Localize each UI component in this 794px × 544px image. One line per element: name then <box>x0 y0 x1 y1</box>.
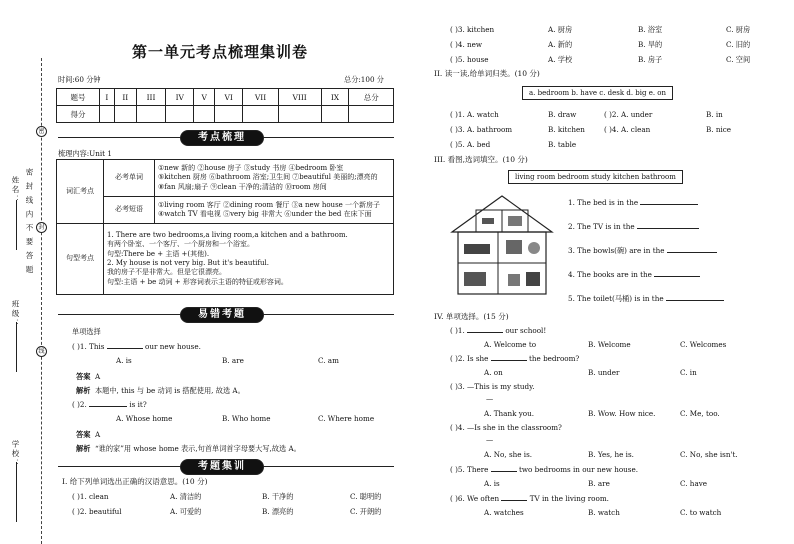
fill-text: 3. The bowls(碗) are in the <box>568 246 665 255</box>
mc-question: ( )3. —This is my study. <box>450 382 535 391</box>
class-field[interactable] <box>16 322 17 372</box>
option[interactable]: B. 干净的 <box>262 492 294 501</box>
answer-label: 答案 <box>76 430 91 439</box>
score-table-score-row <box>57 106 394 123</box>
table-cell: IX <box>321 89 349 106</box>
option: B. kitchen <box>548 125 585 134</box>
fill-text: 2. The TV is in the <box>568 222 635 231</box>
classify-item: ( )3. A. bathroom <box>450 125 513 134</box>
question-1 <box>72 343 201 350</box>
question-tail: the bedroom? <box>529 354 580 363</box>
explanation-label: 解析 <box>76 386 91 395</box>
word-bank: living room bedroom study kitchen bathroom <box>508 170 683 184</box>
name-field[interactable] <box>16 200 17 250</box>
must-words-line: ⑤kitchen 厨房 ⑥bathroom 浴室;卫生间 ⑦beautiful 美丽的;漂亮的 <box>158 173 378 182</box>
answer-blank[interactable] <box>491 360 527 361</box>
option[interactable]: A. 新的 <box>548 40 573 49</box>
answer-line <box>76 373 100 380</box>
vocab-item: ( )3. kitchen <box>450 25 495 34</box>
mc-question <box>450 327 546 334</box>
option: B. draw <box>548 110 577 119</box>
question-tail: is it? <box>129 400 147 409</box>
question-stem: ( )6. We often <box>450 494 500 503</box>
explanation-text: 本题中, this 与 be 动词 is 搭配使用, 故选 A。 <box>94 386 245 395</box>
score-cell[interactable] <box>100 106 115 123</box>
answer-blank[interactable] <box>107 348 143 349</box>
option[interactable]: C. 开朗的 <box>350 507 382 516</box>
score-cell[interactable] <box>166 106 194 123</box>
score-cell[interactable] <box>215 106 243 123</box>
option[interactable]: B. are <box>222 356 244 365</box>
sentence-line: 2. My house is not very big. But it's beautiful. <box>107 259 269 267</box>
review-scope: 梳理内容:Unit 1 <box>58 149 112 158</box>
page-title: 第一单元考点梳理集训卷 <box>132 43 309 61</box>
score-cell[interactable] <box>278 106 321 123</box>
sentence-line: 有两个卧室、一个客厅、一个厨房和一个浴室。 <box>107 240 254 249</box>
option[interactable]: A. 学校 <box>548 55 573 64</box>
question-stem: ( )2. <box>72 400 87 409</box>
explanation-label: 解析 <box>76 444 91 453</box>
option[interactable]: C. Where home <box>318 414 375 423</box>
fill-text: 5. The toilet(马桶) is in the <box>568 294 664 303</box>
vocab-item: ( )1. clean <box>72 492 109 501</box>
explanation-line <box>76 445 301 452</box>
mc-heading: 单项选择 <box>72 327 101 336</box>
vocab-heading: 词汇考点 <box>57 160 104 224</box>
must-words-line: ①new 新的 ②house 房子 ③study 书房 ④bedroom 卧室 <box>158 163 344 172</box>
fill-text: 4. The books are in the <box>568 270 652 279</box>
table-cell: II <box>114 89 136 106</box>
sentence-line: 我的房子不是非常大。但是它很漂亮。 <box>107 268 226 277</box>
phrase-line: ④watch TV 看电视 ⑤very big 非常大 ⑥under the bed 在床下面 <box>158 210 372 218</box>
answer-blank[interactable] <box>640 204 698 205</box>
option[interactable]: A. 清洁的 <box>170 492 202 501</box>
vocab-item: ( )4. new <box>450 40 483 49</box>
classify-item: ( )1. A. watch <box>450 110 499 119</box>
table-cell: IV <box>166 89 194 106</box>
option[interactable]: C. Welcomes <box>680 340 727 349</box>
option[interactable]: A. Thank you. <box>484 409 535 418</box>
question-tail: our school! <box>505 326 547 335</box>
sentence-line: 句型:There be + 主语 +(其他). <box>107 249 210 258</box>
mc-question <box>450 495 609 502</box>
house-illustration <box>446 192 558 296</box>
word-bank: a. bedroom b. have c. desk d. big e. on <box>522 86 673 100</box>
classify-item: ( )5. A. bed <box>450 140 491 149</box>
answer-blank[interactable] <box>89 406 127 407</box>
fill-line <box>568 247 717 254</box>
section-banner-review: 考点梳理 <box>180 130 264 146</box>
phrase-line: ①living room 客厅 ②dining room 餐厅 ③a new house 一个新房子 <box>158 200 381 209</box>
mc-question: ( )4. —Is she in the classroom? <box>450 423 562 432</box>
binding-notice: 密 封 线 内 不 要 答 题 <box>25 168 34 275</box>
fill-line <box>568 223 699 230</box>
question-stem: ( )1. <box>450 326 465 335</box>
option[interactable]: C. have <box>680 479 708 488</box>
sentence-heading: 句型考点 <box>57 224 104 295</box>
option[interactable]: A. watches <box>484 508 524 517</box>
fill-text: 1. The bed is in the <box>568 198 639 207</box>
question-2 <box>72 401 147 408</box>
must-words-label: 必考单词 <box>104 160 155 197</box>
option[interactable]: C. 聪明的 <box>350 492 382 501</box>
option[interactable]: A. Welcome to <box>484 340 537 349</box>
table-cell: 总分 <box>349 89 394 106</box>
answer-blank[interactable] <box>467 332 503 333</box>
answer-value: A <box>94 430 101 439</box>
question-tail: TV in the living room. <box>529 494 609 503</box>
time-limit: 时间:60 分钟 <box>58 75 101 84</box>
option: B. nice <box>706 125 732 134</box>
option[interactable]: A. Whose home <box>116 414 173 423</box>
score-cell[interactable] <box>243 106 278 123</box>
section-banner-practice: 考题集训 <box>180 459 264 475</box>
option[interactable]: C. Me, too. <box>680 409 720 418</box>
question-stem: ( )1. This <box>72 342 105 351</box>
part3-title: III. 看图,选词填空。(10 分) <box>434 155 528 164</box>
option[interactable]: B. under <box>588 368 620 377</box>
option[interactable]: C. in <box>680 368 697 377</box>
option[interactable]: C. to watch <box>680 508 722 517</box>
answer-label: 答案 <box>76 372 91 381</box>
table-cell: V <box>194 89 215 106</box>
part4-title: IV. 单项选择。(15 分) <box>434 312 509 321</box>
score-cell[interactable] <box>136 106 165 123</box>
option[interactable]: A. 可爱的 <box>170 507 202 516</box>
table-cell: I <box>100 89 115 106</box>
option[interactable]: B. 漂亮的 <box>262 507 294 516</box>
option[interactable]: C. am <box>318 356 339 365</box>
table-cell: 题号 <box>57 89 100 106</box>
answer-line <box>76 431 100 438</box>
vocab-item: ( )5. house <box>450 55 489 64</box>
table-cell: VIII <box>278 89 321 106</box>
answer-blank[interactable] <box>654 276 700 277</box>
must-words-cell <box>155 160 394 197</box>
fill-line <box>568 271 700 278</box>
option[interactable]: B. are <box>588 479 610 488</box>
option[interactable]: B. 浴室 <box>638 25 663 34</box>
answer-blank[interactable] <box>667 252 717 253</box>
explanation-line <box>76 387 245 394</box>
must-words-line: ⑧fan 风扇;扇子 ⑨clean 干净的;清洁的 ⑩room 房间 <box>158 182 327 191</box>
phrases-label: 必考短语 <box>104 197 155 224</box>
table-cell: III <box>136 89 165 106</box>
option[interactable]: A. No, she is. <box>484 450 533 459</box>
total-score: 总分:100 分 <box>344 75 384 84</box>
school-label: 学校： <box>11 440 20 469</box>
option: B. table <box>548 140 577 149</box>
binding-knot: 封 <box>36 222 47 233</box>
sentence-line: 句型:主语 + be 动词 + 形容词表示主语的特征或形容词。 <box>107 277 288 286</box>
option[interactable]: C. No, she isn't. <box>680 450 738 459</box>
explanation-text: “谁的家”用 whose home 表示,句首单词首字母要大写,故选 A。 <box>94 444 301 453</box>
option[interactable]: B. Welcome <box>588 340 631 349</box>
option[interactable]: B. Wow. How nice. <box>588 409 656 418</box>
part2-title: II. 读一读,给单词归类。(10 分) <box>434 69 540 78</box>
option[interactable]: B. Who home <box>222 414 271 423</box>
mc-question <box>450 466 638 473</box>
classify-item: ( )4. A. clean <box>604 125 651 134</box>
sentence-line: 1. There are two bedrooms,a living room,a kitchen and a bathroom. <box>107 230 348 239</box>
option[interactable]: B. watch <box>588 508 620 517</box>
question-tail: our new house. <box>145 342 201 351</box>
option[interactable]: C. 厨房 <box>726 25 751 34</box>
fill-line <box>568 199 698 206</box>
option[interactable]: B. 旱的 <box>638 40 663 49</box>
option[interactable]: C. 空间 <box>726 55 751 64</box>
question-stem: ( )5. There <box>450 465 489 474</box>
name-label: 姓名： <box>11 176 20 205</box>
binding-knot: 密 <box>36 126 47 137</box>
question-stem: ( )2. Is she <box>450 354 489 363</box>
phrases-cell <box>155 197 394 224</box>
question-tail: two bedrooms in our new house. <box>519 465 639 474</box>
score-table-header-row <box>57 89 394 106</box>
option[interactable]: C. 旧的 <box>726 40 751 49</box>
classify-item: ( )2. A. under <box>604 110 653 119</box>
summary-table <box>56 159 394 295</box>
binding-knot: 线 <box>36 346 47 357</box>
answer-blank[interactable] <box>666 300 724 301</box>
table-cell: 得分 <box>57 106 100 123</box>
option[interactable]: B. Yes, he is. <box>588 450 634 459</box>
answer-dash: — <box>486 435 494 444</box>
option[interactable]: A. on <box>484 368 503 377</box>
table-cell: VII <box>243 89 278 106</box>
option[interactable]: A. is <box>116 356 132 365</box>
school-field[interactable] <box>16 462 17 522</box>
class-label: 班级： <box>11 300 20 329</box>
score-table <box>56 88 394 123</box>
vocab-item: ( )2. beautiful <box>72 507 122 516</box>
sentence-cell <box>104 224 394 295</box>
option[interactable]: B. 房子 <box>638 55 663 64</box>
score-cell[interactable] <box>194 106 215 123</box>
answer-blank[interactable] <box>491 471 517 472</box>
option: B. in <box>706 110 723 119</box>
mc-question <box>450 355 579 362</box>
answer-dash: — <box>486 394 494 403</box>
score-cell[interactable] <box>321 106 349 123</box>
option[interactable]: A. 厨房 <box>548 25 573 34</box>
answer-blank[interactable] <box>501 500 527 501</box>
fill-line <box>568 295 724 302</box>
option[interactable]: A. is <box>484 479 500 488</box>
score-cell[interactable] <box>114 106 136 123</box>
answer-blank[interactable] <box>637 228 699 229</box>
answer-value: A <box>94 372 101 381</box>
section-banner-mistakes: 易错考题 <box>180 307 264 323</box>
table-cell: VI <box>215 89 243 106</box>
part1-title: I. 给下列单词选出正确的汉语意思。(10 分) <box>62 477 208 486</box>
score-cell[interactable] <box>349 106 394 123</box>
